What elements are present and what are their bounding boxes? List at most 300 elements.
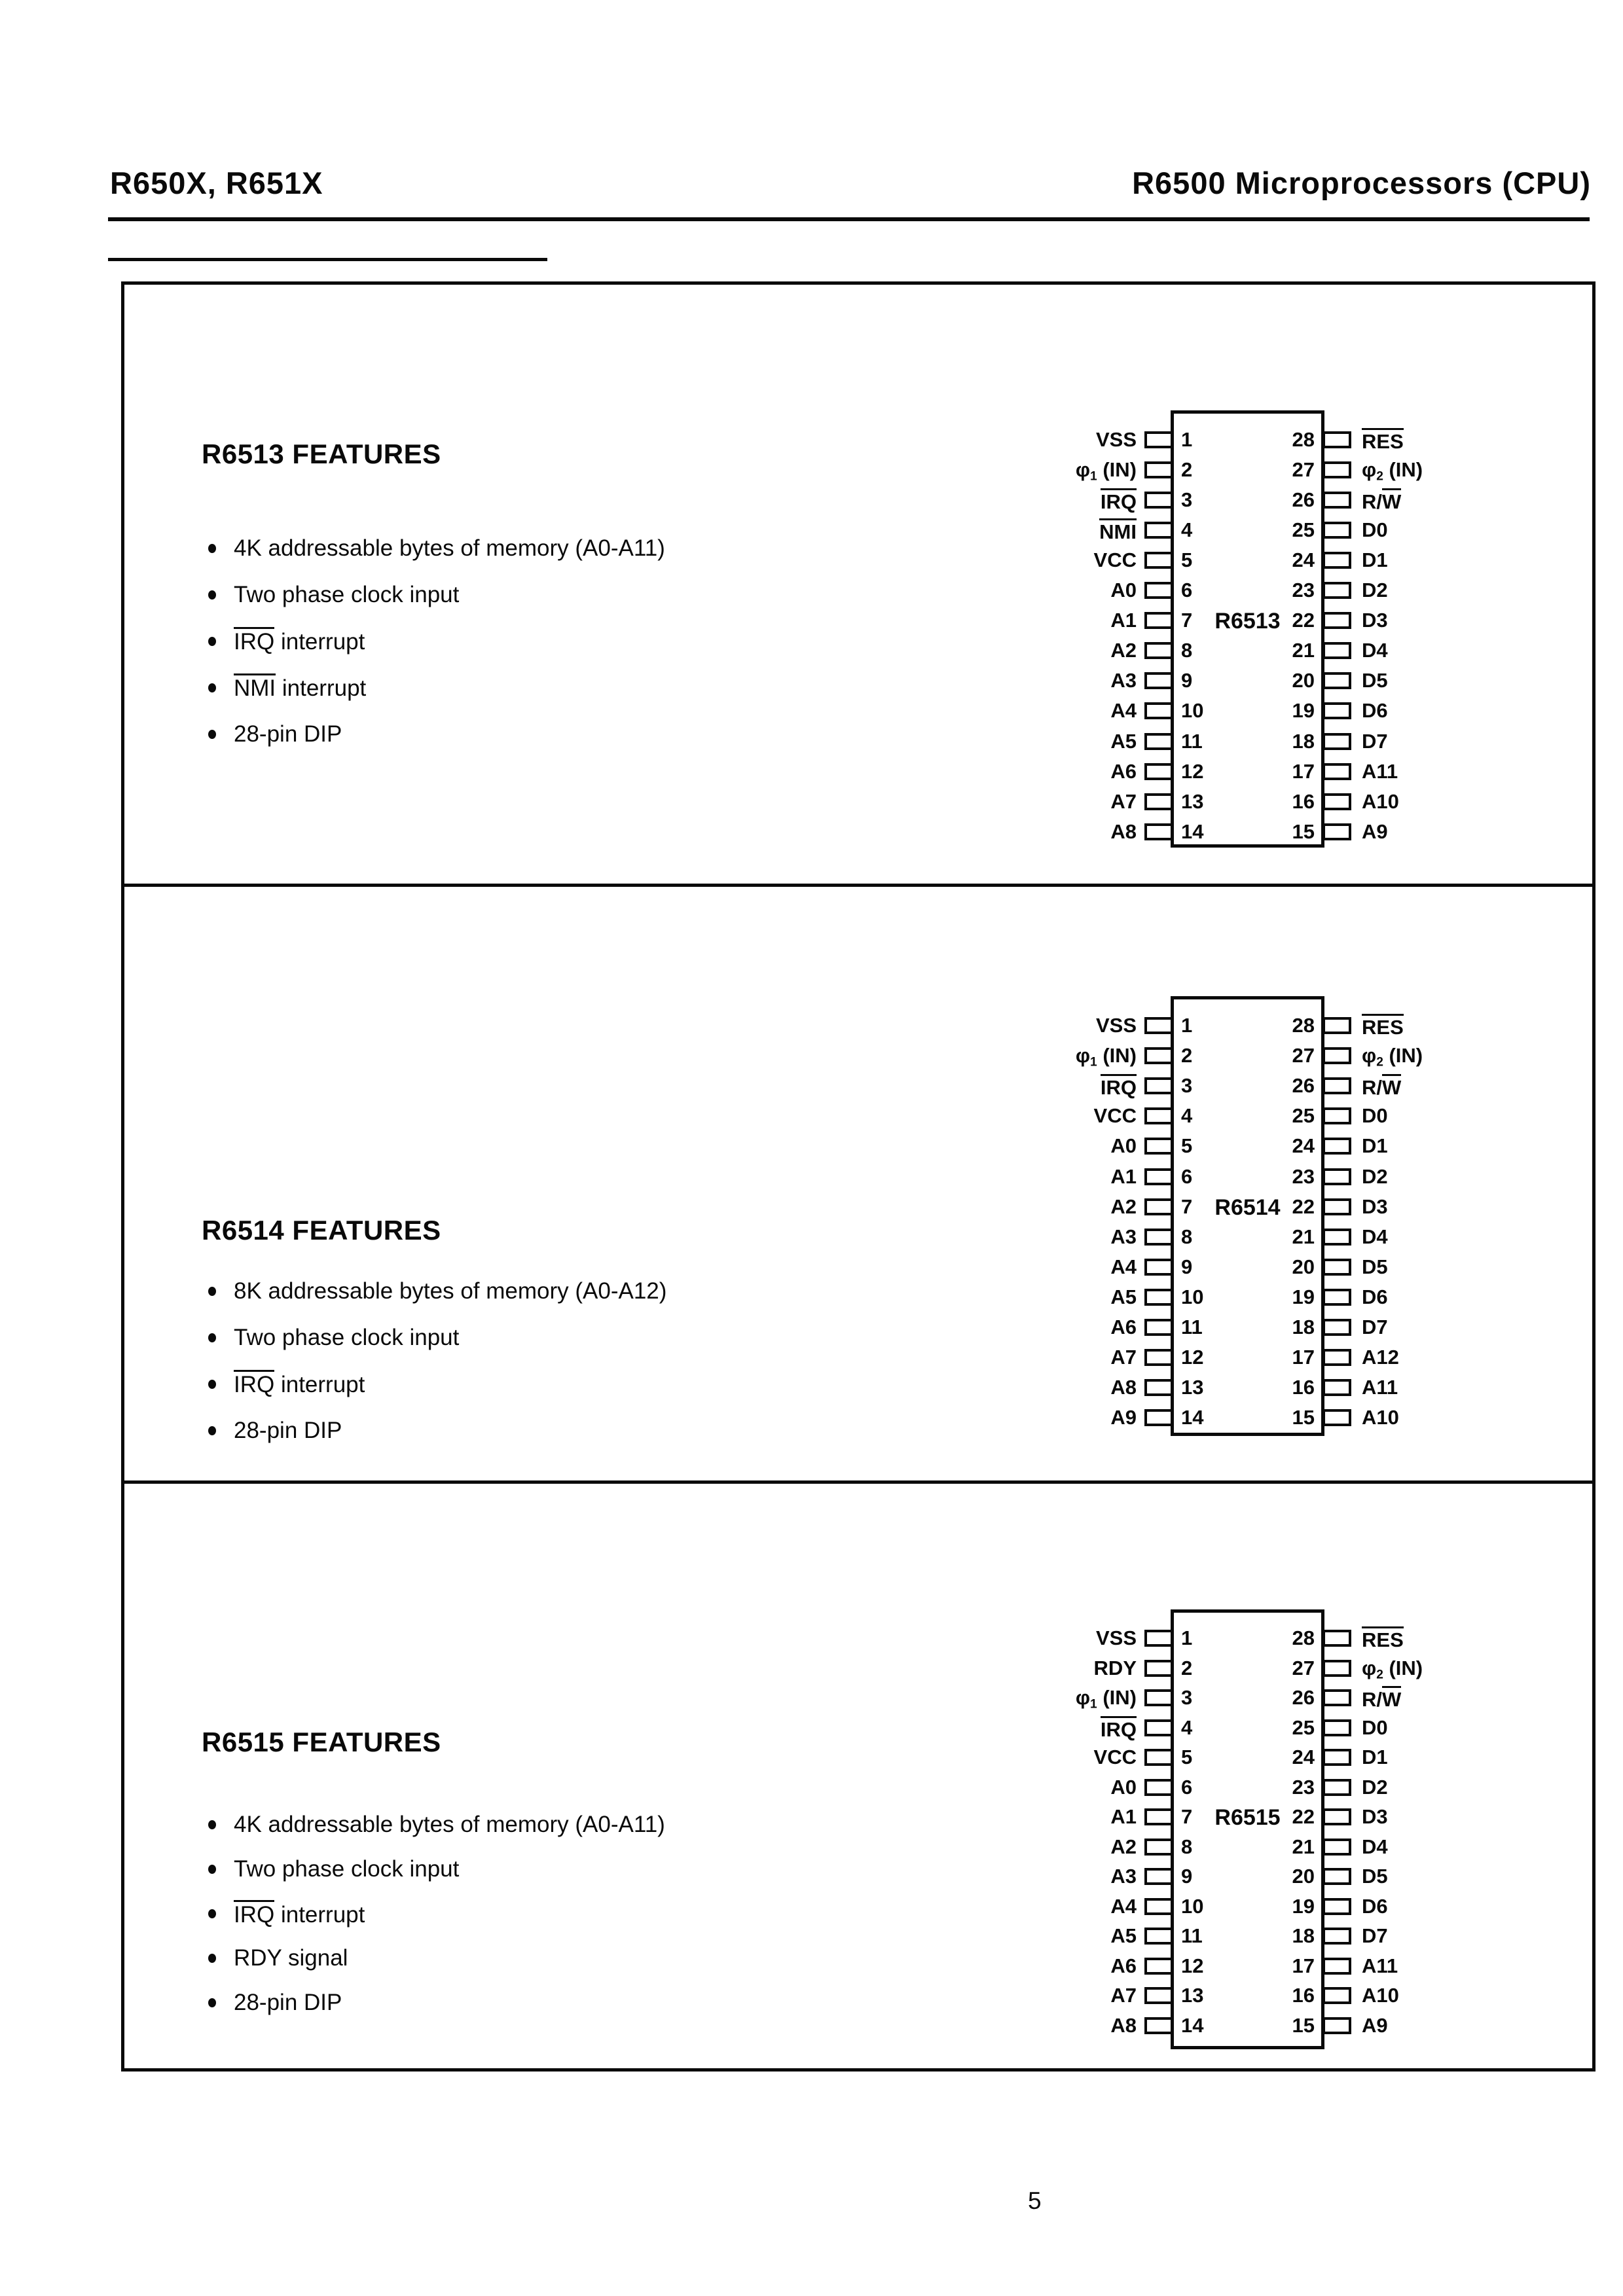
feature-text: [234, 721, 342, 747]
pin-number: 27: [1292, 458, 1315, 481]
pin-number: 16: [1292, 1984, 1315, 2007]
pin-label: [1110, 1984, 1137, 2007]
label-segment: A9: [1362, 820, 1388, 843]
label-segment: VSS: [1095, 1014, 1137, 1037]
label-segment: IRQ: [1101, 1716, 1137, 1741]
pin-number: 7: [1181, 1805, 1193, 1828]
pin-row-right: [1143, 1716, 1388, 1739]
pin-number: 17: [1292, 1954, 1315, 1977]
pin-number: 2: [1181, 1657, 1193, 1679]
label-segment: A4: [1110, 699, 1137, 722]
pin-number: 19: [1292, 1895, 1315, 1918]
label-segment: A4: [1110, 1255, 1137, 1278]
pin-label: [1362, 1074, 1401, 1100]
chip-name: R6515: [1214, 1805, 1281, 1830]
pin-number: 15: [1292, 2014, 1315, 2037]
pin-row-right: [1143, 1225, 1388, 1248]
pin-number: 14: [1181, 1406, 1204, 1429]
label-segment: (IN): [1097, 1686, 1137, 1709]
label-segment: IRQ: [234, 1370, 274, 1397]
label-segment: NMI: [1099, 518, 1137, 543]
pin-row-right: [1143, 1195, 1388, 1218]
pin-label: [1110, 1285, 1137, 1309]
label-segment: 28-pin DIP: [234, 721, 342, 747]
pin-number: 20: [1292, 1255, 1315, 1278]
pin-number: 10: [1181, 1895, 1204, 1918]
pin-row-right: [1143, 1376, 1398, 1399]
bullet-icon: [208, 637, 216, 646]
pin-number: 25: [1292, 1104, 1315, 1127]
pin-stub: [1322, 1987, 1351, 2004]
pin-label: [1362, 1746, 1388, 1769]
pin-label: [1362, 820, 1388, 844]
pin-label: [1362, 609, 1388, 632]
pin-label: [1362, 488, 1401, 514]
pin-stub: [1322, 552, 1351, 569]
pin-number: 3: [1181, 1686, 1193, 1709]
pin-label: [1110, 1346, 1137, 1369]
pin-row-right: [1143, 1776, 1388, 1799]
pin-number: 17: [1292, 760, 1315, 783]
label-segment: Two phase clock input: [234, 581, 460, 607]
pin-stub: [1322, 1077, 1351, 1094]
pin-stub: [1322, 1168, 1351, 1185]
pin-number: 13: [1181, 1984, 1204, 2007]
pin-stub: [1322, 1198, 1351, 1215]
pin-number: 21: [1292, 1225, 1315, 1248]
pin-row-right: [1143, 1104, 1388, 1127]
pin-row-right: [1143, 428, 1404, 453]
bullet-icon: [208, 1333, 216, 1342]
feature-item: [208, 1268, 666, 1314]
pin-diagram-r6514: [1075, 996, 1423, 1436]
label-segment: interrupt: [274, 629, 365, 655]
pin-label: [1362, 1165, 1388, 1189]
pin-row-right: [1143, 1285, 1388, 1308]
label-segment: 1: [1090, 469, 1097, 484]
pin-label: [1101, 1074, 1137, 1100]
pin-stub: [1322, 1379, 1351, 1396]
feature-text: [234, 1856, 459, 1882]
bullet-icon: [208, 1287, 216, 1296]
label-segment: VCC: [1093, 1104, 1137, 1127]
label-segment: A0: [1110, 1134, 1137, 1157]
pin-number: 9: [1181, 1255, 1193, 1278]
label-segment: A11: [1362, 1954, 1398, 1977]
label-segment: RES: [1362, 1626, 1404, 1651]
pin-number: 11: [1181, 1316, 1203, 1338]
pin-row-right: [1143, 1805, 1388, 1828]
pin-number: 11: [1181, 1924, 1203, 1947]
pin-row-right: [1143, 639, 1388, 662]
label-segment: A5: [1110, 730, 1137, 753]
pin-label: [1362, 1255, 1388, 1279]
feature-item: [208, 1361, 666, 1407]
label-segment: 2: [1376, 1668, 1383, 1682]
label-segment: A8: [1110, 820, 1137, 843]
pin-number: 8: [1181, 1835, 1193, 1858]
label-segment: D7: [1362, 1316, 1388, 1338]
pin-number: 1: [1181, 1626, 1193, 1649]
pin-diagram-r6513: [1075, 410, 1423, 848]
label-segment: D6: [1362, 1895, 1388, 1918]
pin-stub: [1322, 1839, 1351, 1856]
label-segment: A7: [1110, 1984, 1137, 2007]
pin-label: [1362, 1285, 1388, 1309]
chip-name: R6513: [1214, 609, 1281, 634]
label-segment: (IN): [1097, 458, 1137, 481]
pin-label: [1110, 820, 1137, 844]
pin-number: 16: [1292, 1376, 1315, 1399]
pin-number: 26: [1292, 488, 1315, 511]
pin-label: [1362, 1104, 1388, 1128]
pin-label: [1110, 1255, 1137, 1279]
feature-item: [208, 711, 665, 757]
label-segment: D0: [1362, 1716, 1388, 1739]
pin-number: 26: [1292, 1074, 1315, 1097]
pin-number: 4: [1181, 1104, 1193, 1127]
label-segment: A5: [1110, 1285, 1137, 1308]
label-segment: A2: [1110, 1195, 1137, 1218]
pin-label: [1110, 1165, 1137, 1189]
label-segment: D7: [1362, 1924, 1388, 1947]
label-segment: D1: [1362, 548, 1388, 571]
pin-stub: [1322, 1319, 1351, 1336]
pin-stub: [1322, 1660, 1351, 1677]
label-segment: A1: [1110, 1165, 1137, 1188]
pin-stub: [1322, 492, 1351, 509]
pin-number: 18: [1292, 730, 1315, 753]
pin-label: [1110, 1805, 1137, 1829]
pin-label: [1362, 1225, 1388, 1249]
pin-number: 12: [1181, 760, 1204, 783]
pin-number: 23: [1292, 1165, 1315, 1188]
pin-label: [1110, 1406, 1137, 1429]
pin-number: 26: [1292, 1686, 1315, 1709]
pin-number: 21: [1292, 639, 1315, 662]
label-segment: IRQ: [234, 1900, 274, 1928]
pin-row-right: [1143, 518, 1388, 541]
label-segment: A9: [1110, 1406, 1137, 1429]
pin-stub: [1322, 1868, 1351, 1885]
bullet-icon: [208, 1865, 216, 1874]
feature-text: [234, 1812, 665, 1838]
pin-number: 19: [1292, 1285, 1315, 1308]
pin-number: 2: [1181, 458, 1193, 481]
pin-row-right: [1143, 548, 1388, 571]
label-segment: (IN): [1383, 458, 1423, 481]
pin-row-right: [1143, 458, 1423, 484]
label-segment: interrupt: [274, 1901, 365, 1928]
pin-row-right: [1143, 1346, 1399, 1369]
feature-list: [208, 1803, 665, 2025]
label-segment: 28-pin DIP: [234, 1990, 342, 2015]
feature-item: [208, 618, 665, 664]
label-segment: A12: [1362, 1346, 1399, 1369]
feature-list: [208, 525, 665, 757]
pin-number: 25: [1292, 1716, 1315, 1739]
pin-label: [1362, 1626, 1404, 1652]
pin-number: 8: [1181, 639, 1193, 662]
feature-item: [208, 525, 665, 571]
pin-number: 20: [1292, 1865, 1315, 1888]
section-r6513: [0, 281, 1623, 884]
pin-label: [1096, 1626, 1137, 1650]
label-segment: φ: [1075, 1686, 1091, 1709]
label-segment: A3: [1110, 1225, 1137, 1248]
pin-label: [1101, 1716, 1137, 1742]
pin-number: 20: [1292, 669, 1315, 692]
pin-number: 11: [1181, 730, 1203, 753]
pin-label: [1362, 1346, 1399, 1369]
pin-label: [1362, 1924, 1388, 1948]
pin-label: [1362, 1044, 1423, 1074]
pin-row-right: [1143, 2014, 1388, 2037]
label-segment: R/: [1362, 1688, 1382, 1711]
label-segment: φ: [1362, 1044, 1377, 1067]
pin-number: 22: [1292, 1805, 1315, 1828]
label-segment: D3: [1362, 609, 1388, 632]
pin-label: [1094, 1746, 1137, 1769]
label-segment: D2: [1362, 579, 1388, 601]
feature-list: [208, 1268, 666, 1454]
label-segment: D3: [1362, 1805, 1388, 1828]
subheader-rule: [108, 258, 547, 261]
label-segment: VCC: [1093, 1746, 1137, 1768]
label-segment: D5: [1362, 669, 1388, 692]
pin-number: 25: [1292, 518, 1315, 541]
pin-row-right: [1143, 1406, 1399, 1429]
pin-number: 4: [1181, 1716, 1193, 1739]
pin-stub: [1322, 1017, 1351, 1034]
pin-label: [1362, 2014, 1388, 2037]
pin-stub: [1322, 733, 1351, 750]
pin-row-right: [1143, 730, 1388, 753]
pin-label: [1362, 458, 1423, 488]
label-segment: 4K addressable bytes of memory (A0-A11): [234, 535, 665, 561]
label-segment: D3: [1362, 1195, 1388, 1218]
pin-row-right: [1143, 1746, 1388, 1768]
pin-row-right: [1143, 1984, 1399, 2007]
pin-row-right: [1143, 579, 1388, 601]
pin-stub: [1322, 823, 1351, 840]
pin-label: [1094, 548, 1137, 572]
pin-number: 3: [1181, 488, 1193, 511]
pin-number: 27: [1292, 1044, 1315, 1067]
label-segment: φ: [1362, 1657, 1377, 1679]
pin-number: 10: [1181, 699, 1204, 722]
pin-row-right: [1143, 609, 1388, 632]
label-segment: D6: [1362, 1285, 1388, 1308]
pin-label: [1362, 1686, 1401, 1712]
feature-item: [208, 1981, 665, 2025]
feature-item: [208, 1314, 666, 1361]
pin-stub: [1322, 763, 1351, 780]
label-segment: RES: [1362, 428, 1404, 453]
pin-row-right: [1143, 1074, 1402, 1099]
pin-label: [1076, 1044, 1137, 1074]
label-segment: A3: [1110, 1865, 1137, 1888]
pin-number: 6: [1181, 1776, 1193, 1799]
section-title: R6513 FEATURES: [202, 439, 441, 469]
pin-number: 22: [1292, 1195, 1315, 1218]
pin-stub: [1322, 431, 1351, 448]
pin-label: [1362, 1865, 1388, 1888]
pin-label: [1110, 2014, 1137, 2037]
pin-stub: [1322, 793, 1351, 810]
pin-label: [1362, 1954, 1398, 1978]
pin-number: 28: [1292, 1626, 1315, 1649]
label-segment: A7: [1110, 1346, 1137, 1369]
pin-label: [1076, 458, 1137, 488]
pin-stub: [1322, 1958, 1351, 1975]
pin-label: [1110, 1776, 1137, 1799]
feature-text: [234, 535, 665, 562]
label-segment: Two phase clock input: [234, 1856, 460, 1882]
section-r6514: [0, 884, 1623, 1480]
label-segment: D1: [1362, 1134, 1388, 1157]
pin-row-right: [1143, 1865, 1388, 1888]
pin-number: 9: [1181, 1865, 1193, 1888]
feature-text: [234, 627, 365, 655]
label-segment: D6: [1362, 699, 1388, 722]
label-segment: A10: [1362, 1406, 1399, 1429]
pin-stub: [1322, 642, 1351, 659]
pin-stub: [1322, 1808, 1351, 1825]
feature-text: [234, 1418, 342, 1444]
pin-number: 7: [1181, 1195, 1193, 1218]
pin-label: [1362, 1776, 1388, 1799]
feature-item: [208, 1407, 666, 1454]
pin-stub: [1322, 1409, 1351, 1426]
pin-number: 1: [1181, 1014, 1193, 1037]
label-segment: IRQ: [1101, 488, 1137, 513]
pin-label: [1110, 699, 1137, 723]
pin-label: [1094, 1657, 1137, 1680]
pin-label: [1110, 1835, 1137, 1859]
pin-stub: [1322, 1689, 1351, 1706]
pin-label: [1362, 518, 1388, 542]
pin-number: 28: [1292, 428, 1315, 451]
section-title: R6514 FEATURES: [202, 1215, 441, 1246]
pin-number: 13: [1181, 1376, 1204, 1399]
label-segment: D5: [1362, 1255, 1388, 1278]
label-segment: A0: [1110, 579, 1137, 601]
pin-stub: [1322, 522, 1351, 539]
pin-label: [1101, 488, 1137, 514]
page-number: 5: [1028, 2187, 1042, 2214]
pin-number: 5: [1181, 1746, 1193, 1768]
label-segment: 8K addressable bytes of memory (A0-A12): [234, 1278, 667, 1304]
label-segment: 28-pin DIP: [234, 1417, 342, 1443]
bullet-icon: [208, 1426, 216, 1435]
pin-stub: [1322, 1630, 1351, 1647]
pin-number: 14: [1181, 820, 1204, 843]
bullet-icon: [208, 1380, 216, 1389]
feature-item: [208, 664, 665, 711]
pin-label: [1362, 1014, 1404, 1039]
section-title: R6515 FEATURES: [202, 1727, 441, 1757]
pin-label: [1110, 1225, 1137, 1249]
pin-label: [1110, 1954, 1137, 1978]
pin-label: [1096, 1014, 1137, 1037]
label-segment: A8: [1110, 2014, 1137, 2037]
label-segment: D4: [1362, 1835, 1388, 1858]
pin-number: 22: [1292, 609, 1315, 632]
pin-row-right: [1143, 1657, 1423, 1682]
pin-stub: [1322, 2017, 1351, 2034]
feature-text: [234, 582, 459, 608]
pin-label: [1362, 1195, 1388, 1219]
pin-number: 10: [1181, 1285, 1204, 1308]
pin-label: [1110, 579, 1137, 602]
pin-number: 15: [1292, 820, 1315, 843]
label-segment: D4: [1362, 639, 1388, 662]
feature-text: [234, 1900, 365, 1928]
pin-row-right: [1143, 669, 1388, 692]
label-segment: φ: [1362, 458, 1377, 481]
pin-row-right: [1143, 1014, 1404, 1039]
bullet-icon: [208, 590, 216, 600]
pin-row-right: [1143, 1316, 1388, 1338]
pin-row-right: [1143, 1954, 1398, 1977]
pin-label: [1362, 639, 1388, 662]
label-segment: A2: [1110, 639, 1137, 662]
pin-row-right: [1143, 1134, 1388, 1157]
feature-item: [208, 1847, 665, 1892]
part-number-heading: R650X, R651X: [110, 166, 323, 200]
pin-stub: [1322, 1289, 1351, 1306]
label-segment: VSS: [1095, 428, 1137, 451]
header-rule: [108, 217, 1590, 221]
pin-number: 4: [1181, 518, 1193, 541]
feature-text: [234, 1945, 348, 1971]
pin-stub: [1322, 702, 1351, 719]
label-segment: A6: [1110, 760, 1137, 783]
pin-number: 3: [1181, 1074, 1193, 1097]
label-segment: VCC: [1093, 548, 1137, 571]
label-segment: W: [1382, 1074, 1401, 1099]
label-segment: D0: [1362, 518, 1388, 541]
pin-stub: [1322, 582, 1351, 599]
label-segment: 2: [1376, 469, 1383, 484]
feature-item: [208, 1936, 665, 1981]
pin-label: [1362, 760, 1398, 783]
pin-number: 24: [1292, 548, 1315, 571]
label-segment: A5: [1110, 1924, 1137, 1947]
feature-text: [234, 1325, 459, 1351]
label-segment: A11: [1362, 1376, 1398, 1399]
pin-label: [1362, 669, 1388, 692]
label-segment: IRQ: [1101, 1074, 1137, 1099]
pin-label: [1362, 1805, 1388, 1829]
bullet-icon: [208, 1909, 216, 1918]
label-segment: A8: [1110, 1376, 1137, 1399]
pin-number: 12: [1181, 1346, 1204, 1369]
label-segment: D7: [1362, 730, 1388, 753]
label-segment: VSS: [1095, 1626, 1137, 1649]
pin-label: [1110, 1376, 1137, 1399]
bullet-icon: [208, 1954, 216, 1963]
pin-number: 8: [1181, 1225, 1193, 1248]
pin-label: [1362, 579, 1388, 602]
pin-number: 18: [1292, 1924, 1315, 1947]
label-segment: A0: [1110, 1776, 1137, 1799]
pin-number: 17: [1292, 1346, 1315, 1369]
pin-label: [1362, 1316, 1388, 1339]
label-segment: 2: [1376, 1055, 1383, 1069]
pin-label: [1110, 1134, 1137, 1158]
